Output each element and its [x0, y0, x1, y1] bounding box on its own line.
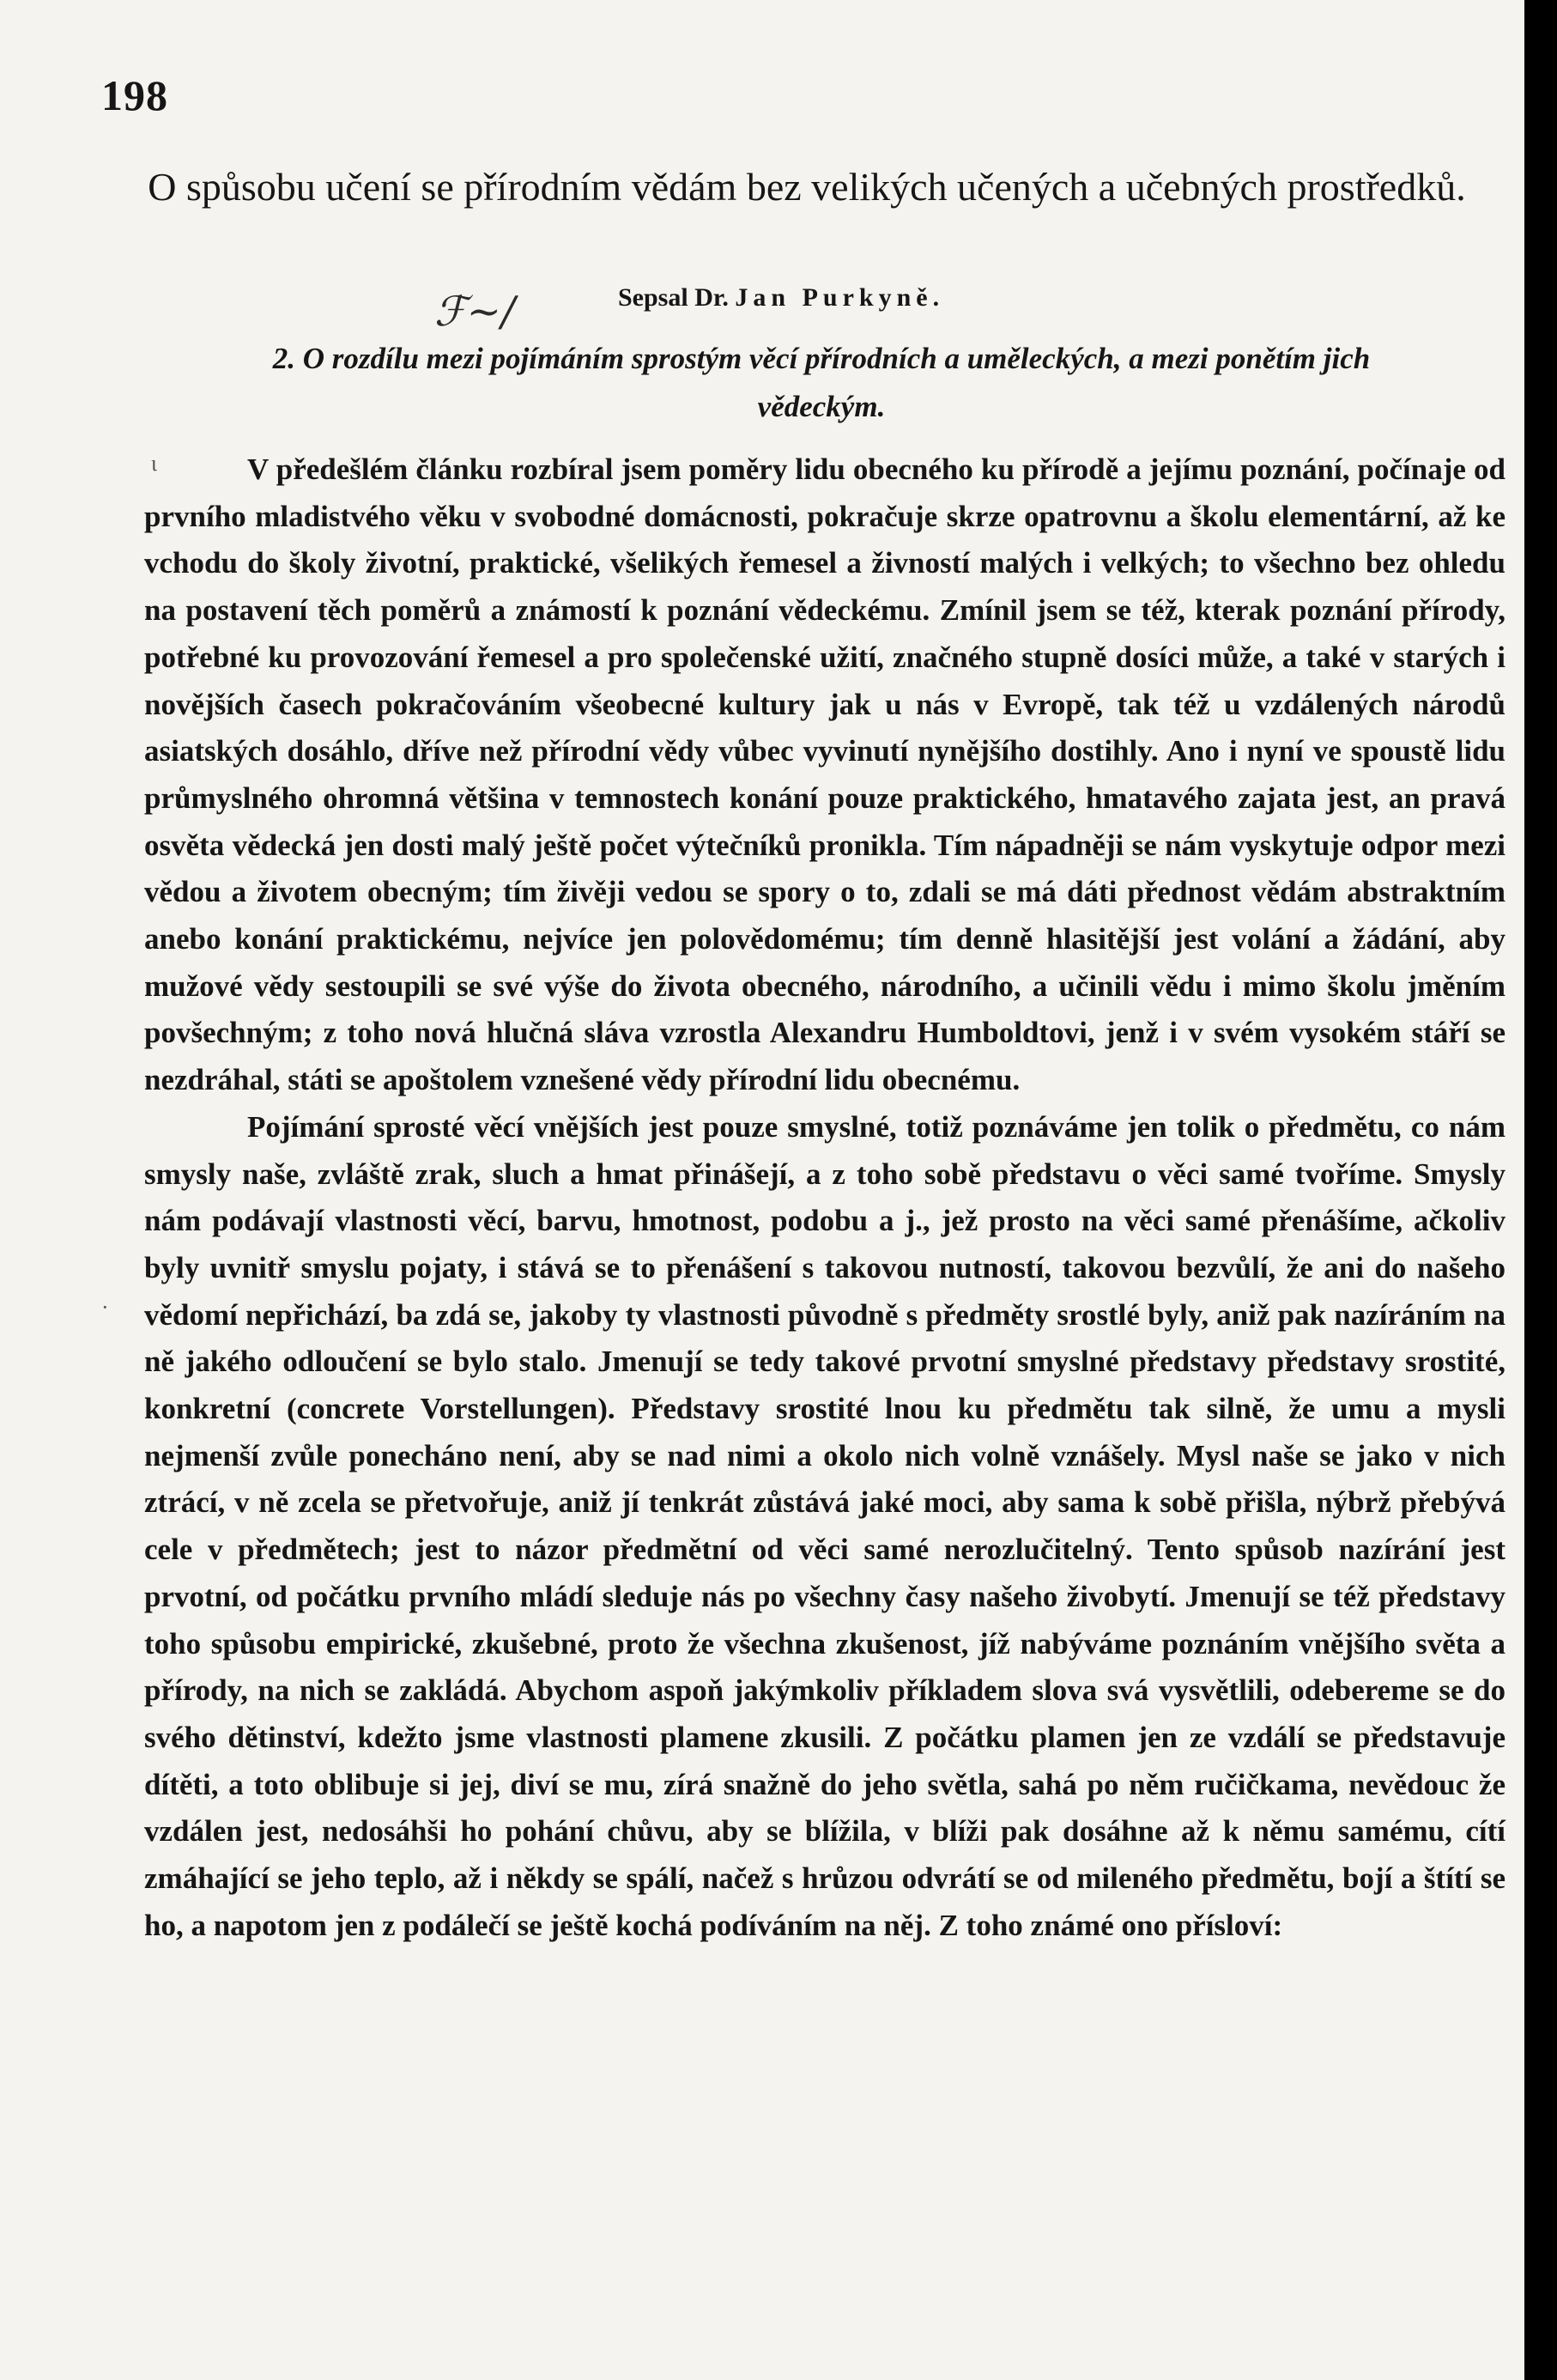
author-name: Jan Purkyně.: [735, 283, 945, 312]
paragraph-1: V předešlém článku rozbíral jsem poměry lidu obecného ku přírodě a jejímu poznání, počínaje od prvního mladistvého věku v svobodné domácnosti, pokračuje skrze opatrovnu a školu elementární, až ke vchodu do školy životní, praktické, všelikých řemesel a živností malých i velkých; to všechno bez ohledu na postavení těch poměrů a známostí k poznání vědeckému. Zmínil jsem se též, kterak poznání přírody, potřebné ku provozování řemesel a pro společenské užití, značného stupně dosíci může, a také v starých i novějších časech pokračováním všeobecné kultury jak u nás v Evropě, tak též u vzdálených národů asiatských dosáhlo, dříve než přírodní vědy vůbec vyvinutí nynějšího dostihly. Ano i nyní ve spoustě lidu průmyslného ohromná většina v temnostech konání pouze praktického, hmatavého zajata jest, an pravá osvěta vědecká jen dosti malý ještě počet výtečníků pronikla. Tím nápadněji se nám vyskytuje odpor mezi vědou a životem obecným; tím živěji vedou se spory o to, zdali se má dáti přednost vědám abstraktním anebo konání praktickému, nejvíce jen polovědomému; tím denně hlasitější jest volání a žádání, aby mužové vědy sestoupili se své výše do života obecného, národního, a učinili vědu i mimo školu jměním povšechným; z toho nová hlučná sláva vzrostla Alexandru Humboldtovi, jenž i v svém vysokém stáří se nezdráhal, státi se apoštolem vznešené vědy přírodní lidu obecnému.: [144, 452, 1506, 1097]
section-heading: 2. O rozdílu mezi pojímáním sprostým věcí přírodních a uměleckých, a mezi ponětím jich vědeckým.: [272, 342, 1371, 423]
paragraph-2: Pojímání sprosté věcí vnějších jest pouze smyslné, totiž poznáváme jen tolik o předmětu, co nám smysly naše, zvláště zrak, sluch a hmat přinášejí, a z toho sobě představu o věci samé tvoříme. Smysly nám podávají vlastnosti věcí, barvu, hmotnost, podobu a j., jež prosto na věci samé přenášíme, ačkoliv byly uvnitř smyslu pojaty, i stává se to přenášení s takovou nutností, takovou bezvůlí, že ani do našeho vědomí nepřichází, ba zdá se, jakoby ty vlastnosti původně s předměty srostlé byly, aniž pak nazíráním na ně jakého odloučení se bylo stalo. Jmenují se tedy takové prvotní smyslné představy představy srostité, konkretní (concrete Vorstellungen). Představy srostité lnou ku předmětu tak silně, že umu a mysli nejmenší zvůle ponecháno není, aby se nad nimi a okolo nich volně vznášely. Mysl naše se jako v nich ztrácí, v ně zcela se přetvořuje, aniž jí tenkrát zůstává jaké moci, aby sama k sobě přišla, nýbrž přebývá cele v předmětech; jest to názor předmětní od věci samé nerozlučitelný. Tento spůsob nazírání jest prvotní, od počátku prvního mládí sleduje nás po všechny časy našeho živobytí. Jmenují se též představy toho spůsobu empirické, zkušebné, proto že všechna zkušenost, jíž nabýváme poznáním vnějšího světa a přírody, na nich se zakládá. Abychom aspoň jakýmkoliv příkladem slova svá vysvětlili, odebereme se do svého dětinství, kdežto jsme vlastnosti plamene zkusili. Z počátku plamen jen ze vzdálí se představuje dítěti, a toto oblibuje si jej, diví se mu, zírá snažně do jeho světla, sahá po něm ručičkama, nevědouc že vzdálen jest, nedosáhši ho pohání chůvu, aby se blížila, v blíži pak dosáhne až k němu samému, cítí zmáhající se jeho teplo, až i někdy se spálí, načež s hrůzou odvrátí se od mileného předmětu, bojí a štítí se ho, a napotom jen z podálečí se ještě kochá podíváním na něj. Z toho známé ono přísloví:: [144, 1109, 1506, 1942]
author-prefix: Sepsal Dr.: [618, 283, 729, 312]
article-title: O spůsobu učení se přírodním vědám bez velikých učených a učebných prostředků.: [148, 165, 1466, 209]
margin-mark: ι: [151, 451, 157, 476]
margin-dot: ·: [101, 1295, 109, 1320]
author-line: [618, 283, 944, 313]
page-number: 198: [101, 71, 168, 119]
scan-border: [1524, 0, 1557, 2380]
article-body: [144, 446, 1506, 1950]
handwritten-mark: ℱ~/: [434, 288, 516, 336]
